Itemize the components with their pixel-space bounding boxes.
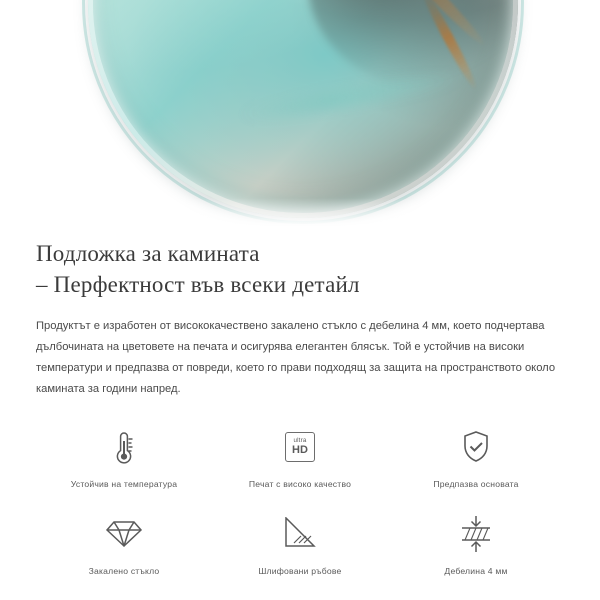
headline-line-1: Подложка за камината <box>36 241 260 266</box>
glass-plate-graphic <box>88 0 518 218</box>
feature-grid <box>36 424 564 576</box>
feature-label: Дебелина 4 мм <box>444 566 508 576</box>
ultra-hd-icon <box>285 424 315 470</box>
description-paragraph: Продуктът е изработен от висококачествено закалено стъкло с дебелина 4 мм, което подчертава дълбочината на цветовете на печата и осигурява елегантен блясък. Той е устойчив на високи температури и предпазва от повреди, което го прави подходящ за защита на пространството около камината за години напред. <box>36 320 556 395</box>
hero-image <box>0 0 600 232</box>
feature-temperature-resistant <box>36 424 212 489</box>
shield-check-icon <box>459 424 493 470</box>
thickness-arrows-icon <box>458 511 494 557</box>
diamond-icon <box>105 511 143 557</box>
feature-label: Печат с високо качество <box>248 479 352 489</box>
feature-thickness <box>388 511 564 576</box>
feature-label: Предпазва основата <box>433 479 519 489</box>
content-area <box>0 238 600 576</box>
feature-label: Закалено стъкло <box>88 566 160 576</box>
polished-edges-icon <box>282 511 318 557</box>
hero-bottom-fade <box>0 198 600 232</box>
glass-edge-highlight <box>88 0 518 218</box>
feature-tempered-glass <box>36 511 212 576</box>
thermometer-icon <box>107 424 141 470</box>
ultra-hd-badge-bottom: HD <box>292 444 308 457</box>
headline-line-2: – Перфектност във всеки детайл <box>36 272 360 297</box>
feature-label: Устойчив на температура <box>70 479 178 489</box>
description-text <box>36 316 564 400</box>
ultra-hd-badge-top: ultra <box>293 436 307 444</box>
feature-print-quality <box>212 424 388 489</box>
feature-polished-edges <box>212 511 388 576</box>
feature-label: Шлифовани ръбове <box>258 566 342 576</box>
feature-protects-surface <box>388 424 564 489</box>
page-title <box>36 238 564 300</box>
